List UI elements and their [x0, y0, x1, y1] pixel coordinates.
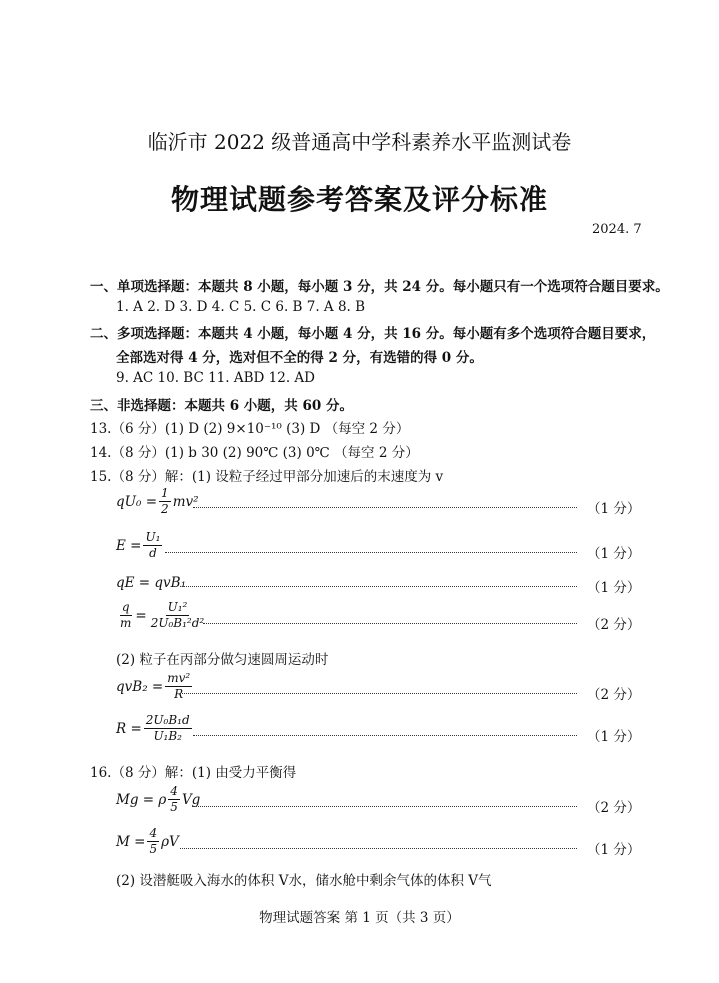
q16-eq1: Mg = ρ $\frac{4}{5}$ Vg: [116, 784, 201, 814]
date: 2024. 7: [592, 222, 642, 237]
dot-leader: [180, 693, 577, 694]
score: （2 分）: [587, 617, 641, 633]
section2-answers: 9. AC 10. BC 11. ABD 12. AD: [116, 370, 315, 386]
dot-leader: [193, 735, 577, 736]
q15-eq3: qE = qvB₁: [116, 575, 186, 591]
section1-answers: 1. A 2. D 3. D 4. C 5. C 6. B 7. A 8. B: [116, 299, 366, 315]
dot-leader: [180, 586, 577, 587]
score: （1 分）: [587, 546, 641, 562]
q15-eq1: qU₀ = $\frac{1}{2}$ mv²: [116, 486, 199, 516]
score: （2 分）: [587, 687, 641, 703]
dot-leader: [203, 623, 577, 624]
score: （2 分）: [587, 800, 641, 816]
q15-eq2: E = $\frac{\text{U₁}}{d}$: [116, 530, 161, 560]
dot-leader: [192, 806, 577, 807]
q16-eq2: M = $\frac{4}{5}$ ρV: [116, 826, 179, 856]
exam-title: 临沂市 2022 级普通高中学科素养水平监测试卷: [147, 130, 572, 154]
q15-intro: 15.（8 分）解：(1) 设粒子经过甲部分加速后的末速度为 v: [90, 469, 444, 485]
section2-heading: 二、多项选择题：本题共 4 小题，每小题 4 分，共 16 分。每小题有多个选项符合题目要求，: [90, 326, 656, 342]
q15-eq6: R = $\frac{\text{2U₀B₁d}}{\text{U₁B₂}}$: [116, 713, 190, 743]
score: （1 分）: [587, 580, 641, 596]
q16-part2: (2) 设潜艇吸入海水的体积 V水，储水舱中剩余气体的体积 V气: [116, 873, 492, 889]
page-footer: 物理试题答案 第 1 页（共 3 页）: [259, 910, 460, 926]
dot-leader: [165, 552, 577, 553]
section1-heading: 一、单项选择题：本题共 8 小题，每小题 3 分，共 24 分。每小题只有一个选项符合题目要求。: [90, 279, 669, 295]
score: （1 分）: [587, 842, 641, 858]
dot-leader: [180, 848, 577, 849]
section3-heading: 三、非选择题：本题共 6 小题，共 60 分。: [90, 398, 353, 414]
q15-eq5: qvB₂ = $\frac{\text{mv²}}{R}$: [116, 671, 191, 701]
q14-answer: 14.（8 分）(1) b 30 (2) 90℃ (3) 0℃ （每空 2 分）: [90, 445, 419, 461]
q15-eq4: $\frac{q}{m}$ = $\frac{\text{U₁²}}{\text{2U₀B₁²d²}}$: [120, 600, 205, 630]
q15-part2: (2) 粒子在丙部分做匀速圆周运动时: [116, 652, 329, 668]
dot-leader: [193, 507, 577, 508]
q13-answer: 13.（6 分）(1) D (2) 9×10⁻¹⁰ (3) D （每空 2 分）: [90, 421, 410, 437]
section2-heading-cont: 全部选对得 4 分，选对但不全的得 2 分，有选错的得 0 分。: [116, 350, 483, 366]
q16-intro: 16.（8 分）解：(1) 由受力平衡得: [90, 765, 297, 781]
score: （1 分）: [587, 501, 641, 517]
score: （1 分）: [587, 729, 641, 745]
doc-title: 物理试题参考答案及评分标准: [170, 183, 548, 216]
